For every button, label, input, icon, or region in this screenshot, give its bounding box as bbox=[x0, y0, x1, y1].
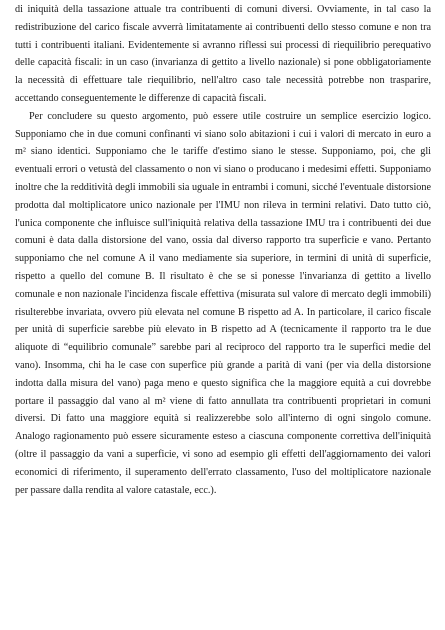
paragraph-logical-exercise: Per concludere su questo argomento, può essere utile costruire un semplice esercizio logico. Supponiamo che in due comuni confinanti vi siano solo abitazioni i cui i valori di mercato in euro a m² siano identici. Supponiamo che le tariffe d'estimo siano le stesse. Supponiamo, poi, che gli eventuali errori o vetustà del classamento o non vi siano o producano i medesimi effetti. Supponiamo inoltre che la redditività degli immobili sia uguale in entrambi i comuni, sicché l'eventuale distorsione prodotta dal moltiplicatore unico nazionale per l'IMU non rileva in termini relativi. Dato tutto ciò, l'unica componente che influisce sull'iniquità relativa della tassazione IMU tra i contribuenti dei due comuni è data dalla distorsione del vano, ossia dal diverso rapporto tra superficie e vano. Pertanto supponiamo che nel comune A il vano mediamente sia superiore, in termini di unità di superficie, rispetto a quello del comune B. Il risultato è che se si ponesse l'invarianza di gettito a livello comunale e non nazionale l'incidenza fiscale effettiva (misurata sul valore di mercato degli immobili) risulterebbe invariata, ovvero più elevata nel comune B rispetto ad A. In particolare, il carico fiscale per unità di superficie sarebbe più elevato in B rispetto ad A (tecnicamente il rapporto tra le due aliquote di “equilibrio comunale” sarebbe pari al reciproco del rapporto tra le superfici medie del vano). Insomma, chi ha le case con superfice più grande a parità di vani (per via della distorsione indotta dalla misura del vano) paga meno e questo significa che la maggiore equità a cui dovrebbe portare il passaggio dal vano al m² viene di fatto annullata tra contribuenti proprietari in comuni diversi. Di fatto una maggiore equità si realizzerebbe solo all'interno di ogni singolo comune. Analogo ragionamento può essere sicuramente esteso a ciascuna componente correttiva dell'iniquità (oltre il passaggio da vani a superficie, vi sono ad esempio gli effetti dell'aggiornamento dei valori economici di riferimento, il superamento dell'errato classamento, l'uso del moltiplicatore nazionale per passare dalla rendita al valore catastale, ecc.). bbox=[15, 110, 431, 496]
paragraph-continuation: di iniquità della tassazione attuale tra contribuenti di comuni diversi. Ovviamente, in tal caso la redistribuzione del carico fiscale avverrà limitatamente ai contribuenti dello stesso comune e non tra tutti i contribuenti italiani. Evidentemente si avranno riflessi sui processi di riequilibrio perequativo delle capacità fiscali: in un caso (invarianza di gettito a livello nazionale) si pone obbligatoriamente la necessità di effettuare tale riequilibrio, nell'altro caso tale necessità potrebbe non trasparire, accettando conseguentemente le differenze di capacità fiscali. bbox=[15, 4, 431, 104]
